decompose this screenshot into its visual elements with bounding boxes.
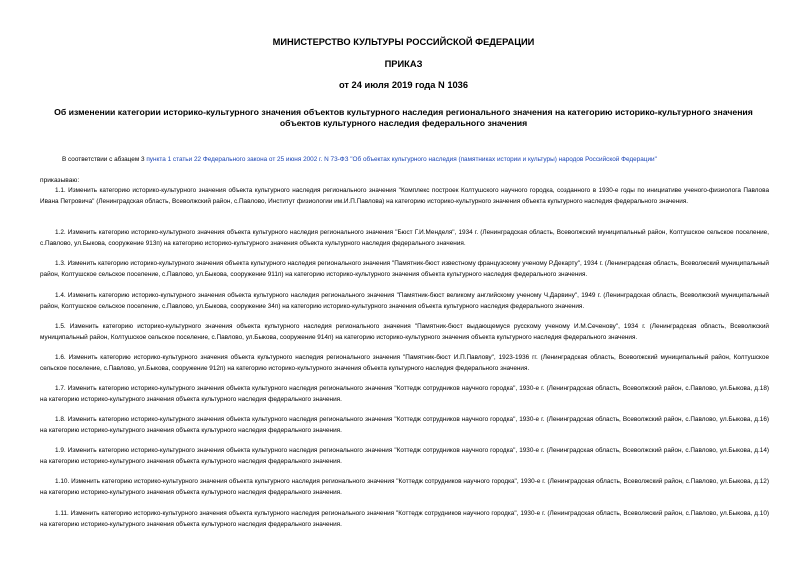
ministry-name: МИНИСТЕРСТВО КУЛЬТУРЫ РОССИЙСКОЙ ФЕДЕРАЦИИ — [272, 37, 535, 47]
federal-law-link[interactable]: пункта 1 статьи 22 Федерального закона от 25 июня 2002 г. N 73-ФЗ "Об объектах культурного наследия (памятниках истории и культуры) народов Российской Федерации" — [146, 156, 657, 163]
clause-1-3: 1.3. Изменить категорию историко-культурного значения объекта культурного наследия регионального значения "Памятник-бюст известному французскому ученому Р.Декарту", 1934 г. (Ленинградская область, Всеволжский муниципальный район, Колтушское сельское поселение, с.Павлово, ул.Быкова, сооружение 911п) на категорию историко-культурного значения объекта культурного наследия федерального значения. — [40, 260, 769, 278]
document-title-line-2: объектов культурного наследия федерального значения — [279, 118, 528, 128]
clause-1-8: 1.8. Изменить категорию историко-культурного значения объекта культурного наследия регионального значения "Коттедж сотрудников научного городка", 1930-е г. (Ленинградская область, Всеволжский район, с.Павлово, ул.Быкова, д.16) на категорию историко-культурного значения объекта культурного наследия федерального значения. — [40, 416, 769, 434]
document-date: от 24 июля 2019 года N 1036 — [338, 80, 469, 90]
clause-1-6: 1.6. Изменить категорию историко-культурного значения объекта культурного наследия регионального значения "Памятник-бюст И.П.Павлову", 1923-1936 гг. (Ленинградская область, Всеволжский муниципальный район, Колтушское сельское поселение, с.Павлово, ул.Быкова, сооружение 912п) на категорию историко-культурного значения объекта культурного наследия федерального значения. — [40, 354, 769, 372]
document-type: ПРИКАЗ — [384, 59, 423, 69]
clause-1-9: 1.9. Изменить категорию историко-культурного значения объекта культурного наследия регионального значения "Коттедж сотрудников научного городка", 1930-е г. (Ленинградская область, Всеволжский район, с.Павлово, ул.Быкова, д.14) на категорию историко-культурного значения объекта культурного наследия федерального значения. — [40, 447, 769, 465]
intro-text: В соответствии с абзацем 3 — [62, 156, 147, 163]
clause-1-1: 1.1. Изменить категорию историко-культурного значения объекта культурного наследия регионального значения "Комплекс построек Колтушского научного городка, созданного в 1930-е годы по инициативе ученого-физиолога Павлова Ивана Петровича" (Ленинградская область, Всеволжский район, с.Павлово, Институт физиологии им.И.П.Павлова) на категорию историко-культурного значения объекта культурного наследия федерального значения. — [40, 187, 769, 205]
preamble: приказываю: — [40, 177, 80, 184]
clause-1-10: 1.10. Изменить категорию историко-культурного значения объекта культурного наследия регионального значения "Коттедж сотрудников научного городка", 1930-е г. (Ленинградская область, Всеволжский район, с.Павлово, ул.Быкова, д.12) на категорию историко-культурного значения объекта культурного наследия федерального значения. — [40, 478, 769, 496]
clause-1-11: 1.11. Изменить категорию историко-культурного значения объекта культурного наследия регионального значения "Коттедж сотрудников научного городка", 1930-е г. (Ленинградская область, Всеволжский район, с.Павлово, ул.Быкова, д.10) на категорию историко-культурного значения объекта культурного наследия федерального значения. — [40, 510, 769, 528]
clause-1-2: 1.2. Изменить категорию историко-культурного значения объекта культурного наследия регионального значения "Бюст Г.И.Менделя", 1934 г. (Ленинградская область, Всеволжский муниципальный район, Колтушское сельское поселение, с.Павлово, ул.Быкова, сооружение 913п) на категорию историко-культурного значения объекта культурного наследия федерального значения. — [40, 229, 769, 247]
intro-paragraph — [62, 155, 782, 164]
clause-1-5: 1.5. Изменить категорию историко-культурного значения объекта культурного наследия регионального значения "Памятник-бюст выдающемуся русскому ученому И.М.Сеченову", 1934 г. (Ленинградская область, Всеволжский муниципальный район, Колтушское сельское поселение, с.Павлово, ул.Быкова, сооружение 914п) на категорию историко-культурного значения объекта культурного наследия федерального значения. — [40, 323, 769, 341]
clause-1-4: 1.4. Изменить категорию историко-культурного значения объекта культурного наследия регионального значения "Памятник-бюст великому английскому ученому Ч.Дарвину", 1949 г. (Ленинградская область, Всеволжский муниципальный район, Колтушское сельское поселение, с.Павлово, ул.Быкова, сооружение 34п) на категорию историко-культурного значения объекта культурного наследия федерального значения. — [40, 292, 769, 310]
document-title-line-1: Об изменении категории историко-культурного значения объектов культурного наследия регионального значения на категорию историко-культурного значения — [54, 107, 753, 117]
clause-1-7: 1.7. Изменить категорию историко-культурного значения объекта культурного наследия регионального значения "Коттедж сотрудников научного городка", 1930-е г. (Ленинградская область, Всеволжский район, с.Павлово, ул.Быкова, д.18) на категорию историко-культурного значения объекта культурного наследия федерального значения. — [40, 385, 769, 403]
